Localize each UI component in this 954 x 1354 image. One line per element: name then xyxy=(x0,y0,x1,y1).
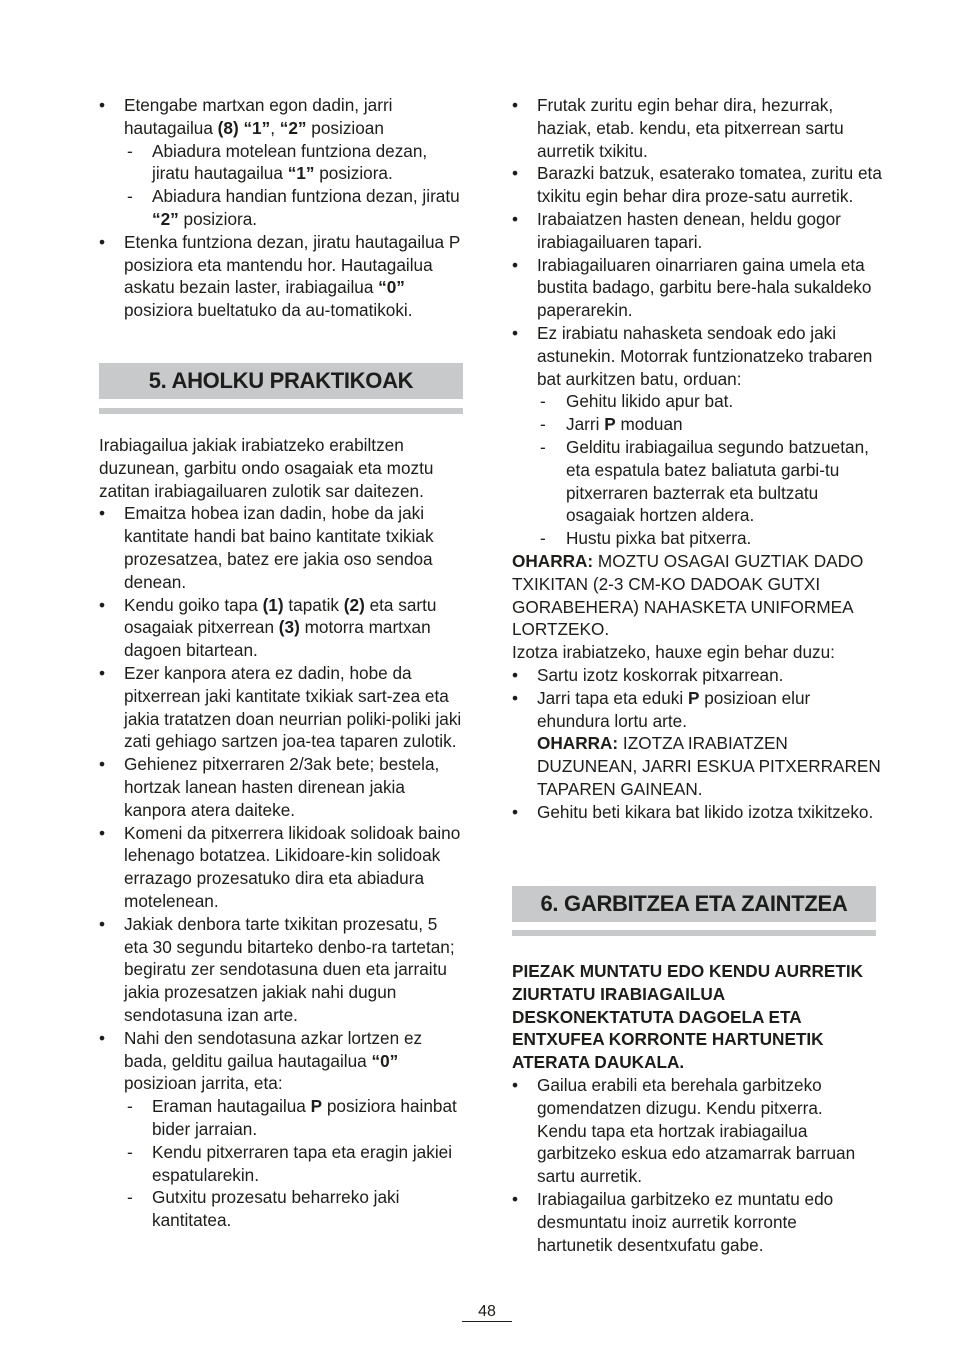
warning-paragraph: PIEZAK MUNTATU EDO KENDU AURRETIK ZIURTATU IRABIAGAILUA DESKONEKTATUTA DAGOELA ETA ENTXUFEA KORRONTE HARTUNETIK ATERATA DAUKALA. xyxy=(512,961,864,1073)
list-item: • Irabaiatzen hasten denean, heldu gogor irabiagailuaren tapari. xyxy=(512,208,884,254)
ice-intro: Izotza irabiatzeko, hauxe egin behar duzu: xyxy=(512,642,835,663)
section-heading: 6. GARBITZEA ETA ZAINTZEA xyxy=(512,886,876,922)
list-item: • Irabiagailuaren oinarriaren gaina umela eta bustita badago, garbitu bere-hala sukaldeko paperarekin. xyxy=(512,254,884,322)
list-item: • Barazki batzuk, esaterako tomatea, zuritu eta txikitu egin behar dira proze-satu aurretik. xyxy=(512,162,884,208)
list-item: • Etenka funtziona dezan, jiratu hautagailua P posiziora eta mantendu hor. Hautagailua askatu bezain laster, irabiagailua “0” posiziora bueltatuko da au-tomatikoki. xyxy=(99,231,463,322)
list-item: • Etengabe martxan egon dadin, jarri hautagailua (8) “1”, “2” posizioan xyxy=(99,94,463,140)
list-item: • Jarri tapa eta eduki P posizioan elur ehundura lortu arte. OHARRA: IZOTZA IRABIATZEN DUZUNEAN, JARRI ESKUA PITXERRAREN TAPAREN GAINEAN. xyxy=(512,687,884,801)
list-item: - Hustu pixka bat pitxerra. xyxy=(512,527,884,550)
list-item: • Komeni da pitxerrera likidoak solidoak baino lehenago botatzea. Likidoare-kin solidoak errazago prozesatuko dira eta abiadura motelenean. xyxy=(99,822,463,913)
section-heading: 5. AHOLKU PRAKTIKOAK xyxy=(99,363,463,399)
list-item: - Abiadura handian funtziona dezan, jiratu “2” posiziora. xyxy=(99,185,463,231)
list-item: - Kendu pitxerraren tapa eta eragin jakiei espatularekin. xyxy=(99,1141,463,1187)
list-item: • Jakiak denbora tarte txikitan prozesatu, 5 eta 30 segundu bitarteko denbo-ra tartetan; begiratu zer sendotasuna duen eta jarraitu jakia prozesatzen jakiak nahi dugun sendotasuna izan arte. xyxy=(99,913,463,1027)
page-number-rule xyxy=(462,1321,512,1322)
list-item: • Frutak zuritu egin behar dira, hezurrak, haziak, etab. kendu, eta pitxerrean sartu aurretik txikitu. xyxy=(512,94,884,162)
list-item: - Gelditu irabiagailua segundo batzuetan, eta espatula batez baliatuta garbi-tu pitxerraren bazterrak eta bultzatu osagaiak hortzen aldera. xyxy=(512,436,884,527)
list-item: - Jarri P moduan xyxy=(512,413,884,436)
list-item: - Eraman hautagailua P posiziora hainbat bider jarraian. xyxy=(99,1095,463,1141)
heading-rule xyxy=(99,408,463,414)
right-column xyxy=(512,94,884,824)
list-item: - Abiadura motelean funtziona dezan, jiratu hautagailua “1” posiziora. xyxy=(99,140,463,186)
left-column-body xyxy=(99,434,463,1232)
list-item: • Gehitu beti kikara bat likido izotza txikitzeko. xyxy=(512,801,884,824)
list-item: • Emaitza hobea izan dadin, hobe da jaki kantitate handi bat baino kantitate txikiak prozesatzea, batez ere jakia oso sendoa denean. xyxy=(99,502,463,593)
left-column xyxy=(99,94,463,322)
list-item: • Gailua erabili eta berehala garbitzeko gomendatzen dizugu. Kendu pitxerra. Kendu tapa eta hortzak irabiagailua garbitzeko eskua edo atzamarrak barruan sartu aurretik. xyxy=(512,1074,876,1188)
list-item: • Kendu goiko tapa (1) tapatik (2) eta sartu osagaiak pitxerrean (3) motorra martxan dagoen bitartean. xyxy=(99,594,463,662)
list-item: • Ez irabiatu nahasketa sendoak edo jaki astunekin. Motorrak funtzionatzeko trabaren bat aurkitzen batu, orduan: xyxy=(512,322,884,390)
heading-rule xyxy=(512,930,876,936)
page-number: 48 xyxy=(478,1303,496,1320)
list-item: • Ezer kanpora atera ez dadin, hobe da pitxerrean jaki kantitate txikiak sart-zea eta jakia tratatzen doan neurrian poliki-poliki jaki zati gehiago sartzen joa-tea taparen zulotik. xyxy=(99,662,463,753)
right-column-body xyxy=(512,960,876,1256)
list-item: • Irabiagailua garbitzeko ez muntatu edo desmuntatu inoiz aurretik korronte hartunetik desentxufatu gabe. xyxy=(512,1188,876,1256)
intro-paragraph: Irabiagailua jakiak irabiatzeko erabiltzen duzunean, garbitu ondo osagaiak eta moztu zatitan irabiagailuaren zulotik sar daitezen. xyxy=(99,435,434,501)
list-item: • Gehienez pitxerraren 2/3ak bete; bestela, hortzak lanean hasten direnean jakia kanpora atera daiteke. xyxy=(99,753,463,821)
list-item: - Gutxitu prozesatu beharreko jaki kantitatea. xyxy=(99,1186,463,1232)
list-item: • Nahi den sendotasuna azkar lortzen ez bada, gelditu gailua hautagailua “0” posizioan jarrita, eta: xyxy=(99,1027,463,1095)
list-item: • Sartu izotz koskorrak pitxarrean. xyxy=(512,664,884,687)
note-paragraph: OHARRA: MOZTU OSAGAI GUZTIAK DADO TXIKITAN (2-3 CM-KO DADOAK GUTXI GORABEHERA) NAHASKETA UNIFORMEA LORTZEKO. xyxy=(512,550,864,640)
list-item: - Gehitu likido apur bat. xyxy=(512,390,884,413)
